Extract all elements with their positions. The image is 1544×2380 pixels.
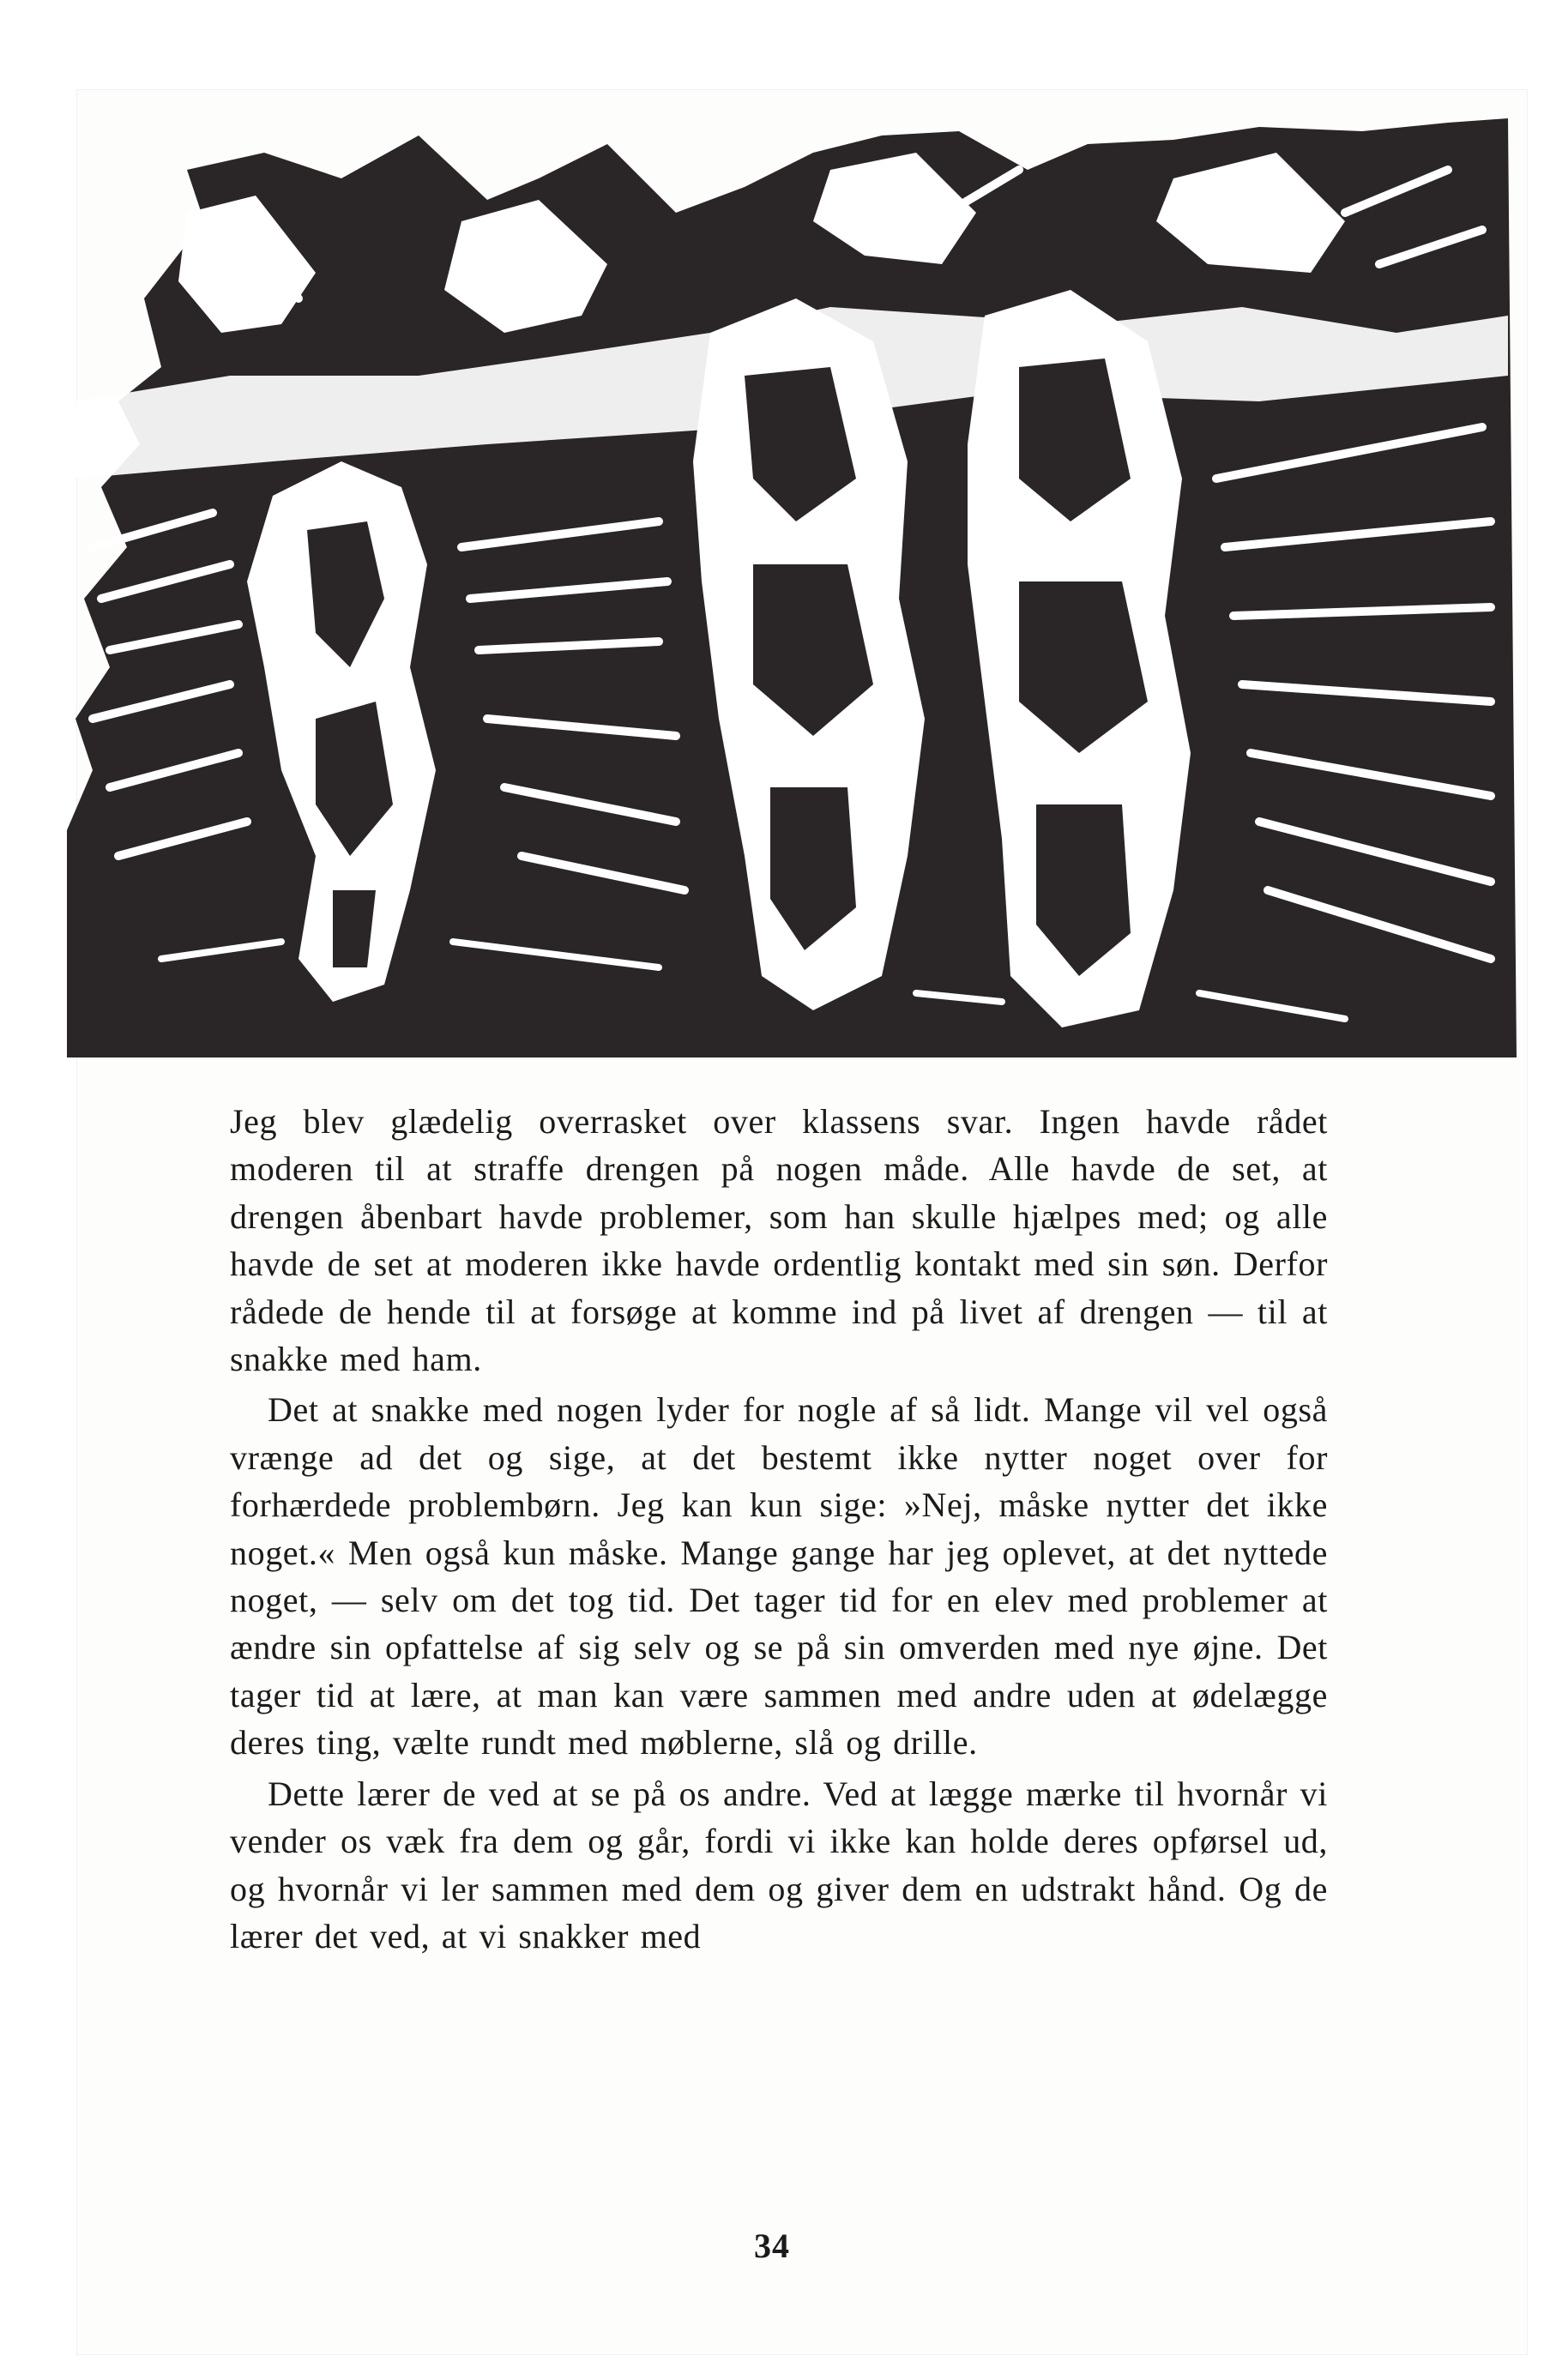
paragraph-1: Jeg blev glædelig overrasket over klassens svar. Ingen havde rådet moderen til at straffe drengen på nogen måde. Alle havde de set, at drengen åbenbart havde problemer, som han skulle hjælpes med; og alle havde de set at moderen ikke havde ordentlig kontakt med sin søn. Derfor rådede de hende til at forsøge at komme ind på livet af drengen — til at snakke med ham. [230,1102,1328,1379]
paragraph-3: Dette lærer de ved at se på os andre. Ved at lægge mærke til hvornår vi vender os væk fra dem og går, fordi vi ikke kan holde deres opførsel ud, og hvornår vi ler sammen med dem og giver dem en udstrakt hånd. Og de lærer det ved, at vi snakker med [230,1774,1328,1955]
paragraph-2: Det at snakke med nogen lyder for nogle af så lidt. Mange vil vel også vrænge ad det og sige, at det bestemt ikke nytter noget over for forhærdede problembørn. Jeg kan kun sige: »Nej, måske nytter det ikke noget.« Men også kun måske. Mange gange har jeg oplevet, at det nyttede noget, — selv om det tog tid. Det tager tid for en elev med problemer at ændre sin opfattelse af sig selv og se på sin omverden med nye øjne. Det tager tid at lære, at man kan være sammen med andre uden at ødelægge deres ting, vælte rundt med møblerne, slå og drille. [230,1390,1328,1762]
woodcut-illustration [58,118,1517,1057]
woodcut-illustration-icon [58,118,1517,1057]
body-text [230,1098,1328,1960]
page-number: 34 [754,2226,790,2265]
